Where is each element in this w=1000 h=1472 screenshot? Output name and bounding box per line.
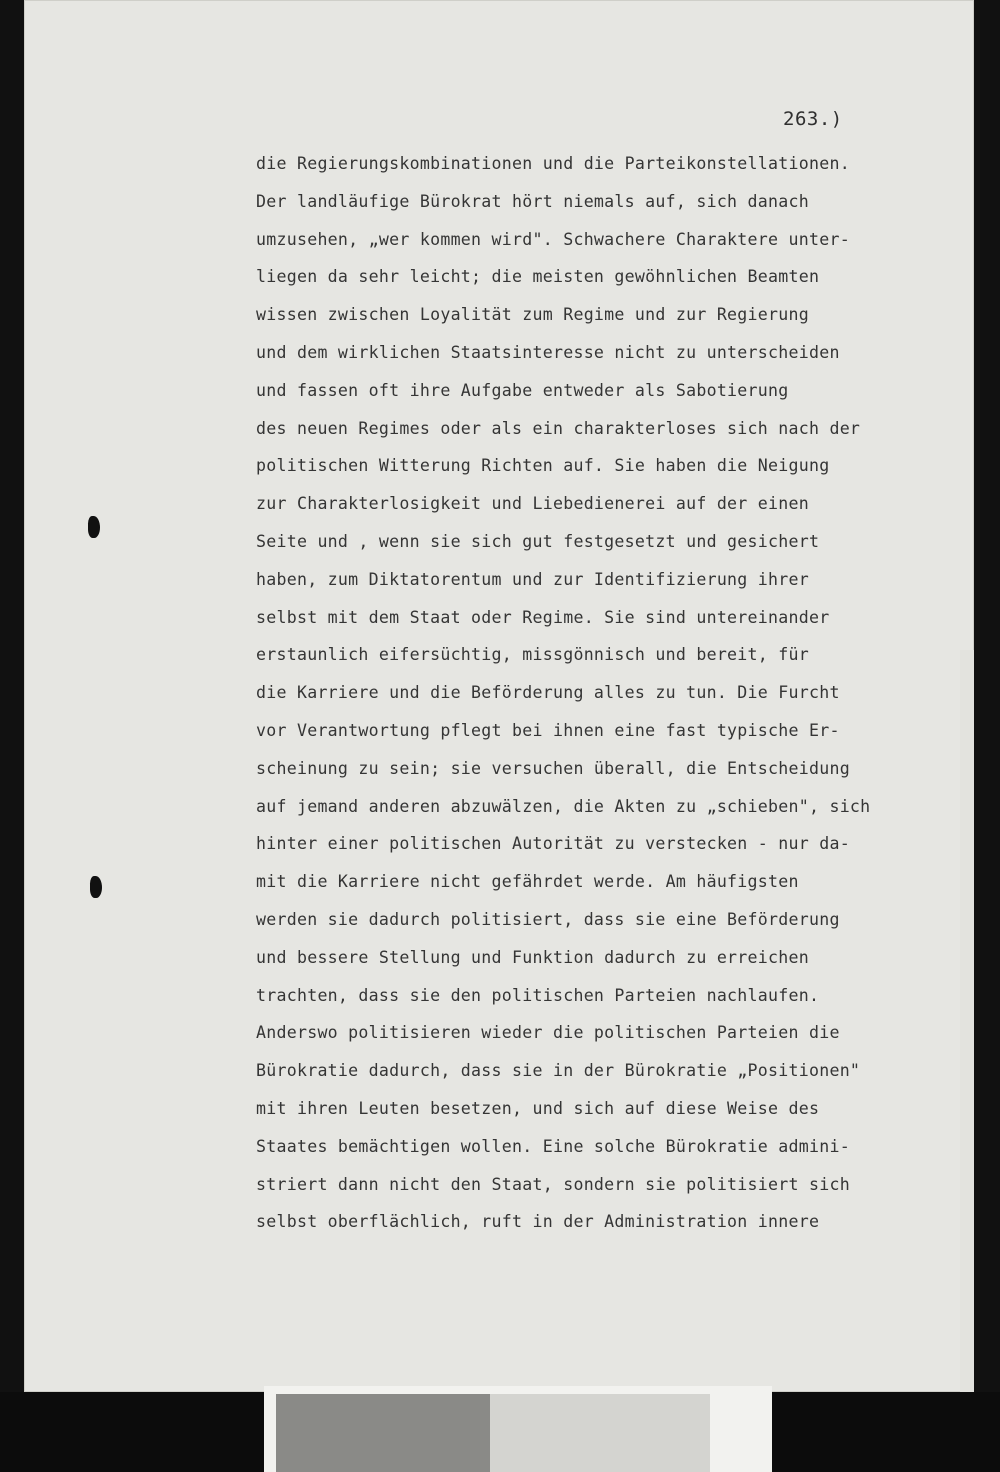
text-line: wissen zwischen Loyalität zum Regime und zur Regierung — [256, 305, 809, 325]
text-line: zur Charakterlosigkeit und Liebedienerei auf der einen — [256, 494, 809, 514]
sheet-edge — [960, 650, 974, 1392]
text-line: und bessere Stellung und Funktion dadurch zu erreichen — [256, 947, 809, 967]
text-line: die Karriere und die Beförderung alles zu tun. Die Furcht — [256, 683, 840, 703]
text-line: erstaunlich eifersüchtig, missgönnisch und bereit, für — [256, 645, 809, 665]
text-line: die Regierungskombinationen und die Parteikonstellationen. — [256, 154, 850, 173]
text-line: striert dann nicht den Staat, sondern sie politisiert sich — [256, 1174, 850, 1194]
text-line: umzusehen, „wer kommen wird". Schwachere Charaktere unter- — [256, 229, 850, 249]
punch-hole-lower — [90, 876, 102, 898]
page-number: 263.) — [783, 108, 843, 130]
text-line: und dem wirklichen Staatsinteresse nicht zu unterscheiden — [256, 342, 840, 362]
text-line: Seite und , wenn sie sich gut festgesetzt und gesichert — [256, 531, 820, 551]
punch-hole-upper — [88, 516, 100, 538]
typed-text-body — [256, 145, 956, 1241]
text-line: selbst oberflächlich, ruft in der Administration innere — [256, 1212, 820, 1232]
text-line: mit die Karriere nicht gefährdet werde. Am häufigsten — [256, 872, 799, 892]
light-gray-patch — [490, 1394, 710, 1472]
text-line: trachten, dass sie den politischen Parteien nachlaufen. — [256, 985, 820, 1005]
text-line: des neuen Regimes oder als ein charakterloses sich nach der — [256, 418, 861, 438]
text-line: selbst mit dem Staat oder Regime. Sie sind untereinander — [256, 607, 830, 627]
text-line: vor Verantwortung pflegt bei ihnen eine fast typische Er- — [256, 720, 840, 740]
text-line: und fassen oft ihre Aufgabe entweder als Sabotierung — [256, 380, 789, 400]
gray-patch — [276, 1394, 490, 1472]
text-line: Bürokratie dadurch, dass sie in der Bürokratie „Positionen" — [256, 1061, 861, 1081]
text-line: Staates bemächtigen wollen. Eine solche Bürokratie admini- — [256, 1136, 850, 1156]
text-line: hinter einer politischen Autorität zu verstecken - nur da- — [256, 834, 850, 854]
text-line: liegen da sehr leicht; die meisten gewöhnlichen Beamten — [256, 267, 820, 287]
text-line: Der landläufige Bürokrat hört niemals auf, sich danach — [256, 191, 809, 211]
text-line: mit ihren Leuten besetzen, und sich auf diese Weise des — [256, 1098, 820, 1118]
text-line: werden sie dadurch politisiert, dass sie eine Beförderung — [256, 909, 840, 929]
text-line: politischen Witterung Richten auf. Sie haben die Neigung — [256, 456, 830, 476]
text-line: Anderswo politisieren wieder die politischen Parteien die — [256, 1023, 840, 1043]
text-line: scheinung zu sein; sie versuchen überall, die Entscheidung — [256, 758, 850, 778]
text-line: haben, zum Diktatorentum und zur Identifizierung ihrer — [256, 569, 809, 589]
text-line: auf jemand anderen abzuwälzen, die Akten zu „schieben", sich — [256, 796, 871, 816]
